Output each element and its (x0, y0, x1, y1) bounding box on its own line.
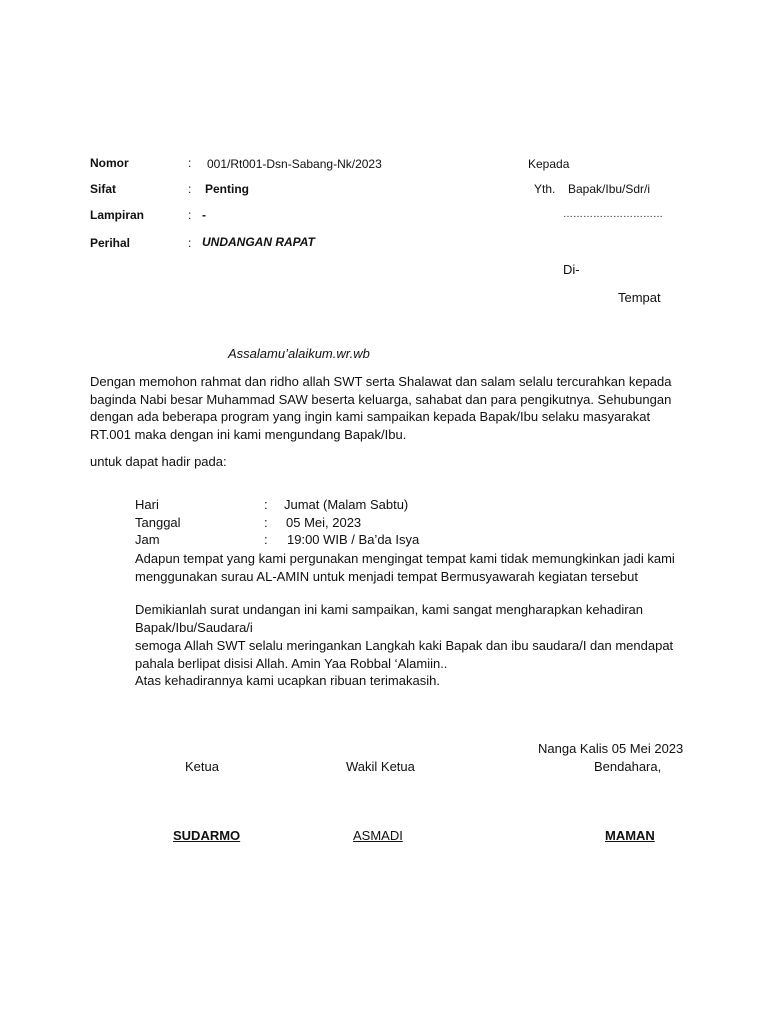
recipient-dots: ………………………… (563, 209, 663, 220)
bendahara-name: MAMAN (605, 828, 655, 843)
jam-colon: : (264, 532, 268, 547)
place-date: Nanga Kalis 05 Mei 2023 (538, 741, 684, 756)
nomor-label: Nomor (90, 156, 129, 170)
tanggal-colon: : (264, 515, 268, 530)
intro-paragraph: Dengan memohon rahmat dan ridho allah SWT serta Shalawat dan salam selalu tercurahkan kepada baginda Nabi besar Muhammad SAW beserta keluarga, sahabat dan para pengikutnya. Sehubungan dengan ada beberapa program yang ingin kami sampaikan kepada Bapak/Ibu selaku masyarakat RT.001 maka dengan ini kami mengundang Bapak/Ibu. (90, 374, 672, 442)
sifat-label: Sifat (90, 182, 117, 196)
di-label: Di- (563, 262, 580, 277)
hari-value: Jumat (Malam Sabtu) (284, 497, 409, 512)
jam-value: 19:00 WIB / Ba’da Isya (287, 532, 420, 547)
lampiran-value: - (202, 208, 206, 222)
tanggal-label: Tanggal (135, 515, 181, 530)
jam-label: Jam (135, 532, 160, 547)
place-paragraph: Adapun tempat yang kami pergunakan mengingat tempat kami tidak memungkinkan jadi kami menggunakan surau AL-AMIN untuk menjadi tempat Bermusyawarah kegiatan tersebut (135, 551, 675, 584)
hari-label: Hari (135, 497, 159, 512)
wakil-ketua-title: Wakil Ketua (346, 759, 415, 774)
ketua-name: SUDARMO (173, 828, 241, 843)
perihal-label: Perihal (90, 236, 131, 250)
bendahara-title: Bendahara, (594, 759, 662, 774)
lampiran-label: Lampiran (90, 208, 145, 222)
nomor-colon: : (188, 156, 192, 170)
hari-colon: : (264, 497, 268, 512)
tempat-label: Tempat (618, 290, 661, 305)
sifat-colon: : (188, 182, 192, 196)
wakil-ketua-name: ASMADI (353, 828, 403, 843)
recipient-name: Bapak/Ibu/Sdr/i (568, 182, 651, 196)
ketua-title: Ketua (185, 759, 219, 774)
lampiran-colon: : (188, 208, 192, 222)
nomor-value: 001/Rt001-Dsn-Sabang-Nk/2023 (207, 157, 382, 171)
perihal-value: UNDANGAN RAPAT (202, 235, 315, 249)
closing-line-3: Atas kehadirannya kami ucapkan ribuan terimakasih. (135, 673, 440, 688)
kepada-label: Kepada (528, 157, 570, 171)
yth-label: Yth. (534, 182, 556, 196)
tanggal-value: 05 Mei, 2023 (286, 515, 362, 530)
greeting: Assalamu’alaikum.wr.wb (228, 346, 370, 361)
attend-line: untuk dapat hadir pada: (90, 454, 227, 469)
sifat-value: Penting (205, 182, 249, 196)
closing-line-2: semoga Allah SWT selalu meringankan Langkah kaki Bapak dan ibu saudara/I dan mendapat pahala berlipat disisi Allah. Amin Yaa Robbal ‘Alamiin.. (135, 638, 674, 671)
perihal-colon: : (188, 236, 192, 250)
closing-line-1: Demikianlah surat undangan ini kami sampaikan, kami sangat mengharapkan kehadiran Bapak/Ibu/Saudara/i (135, 602, 644, 635)
